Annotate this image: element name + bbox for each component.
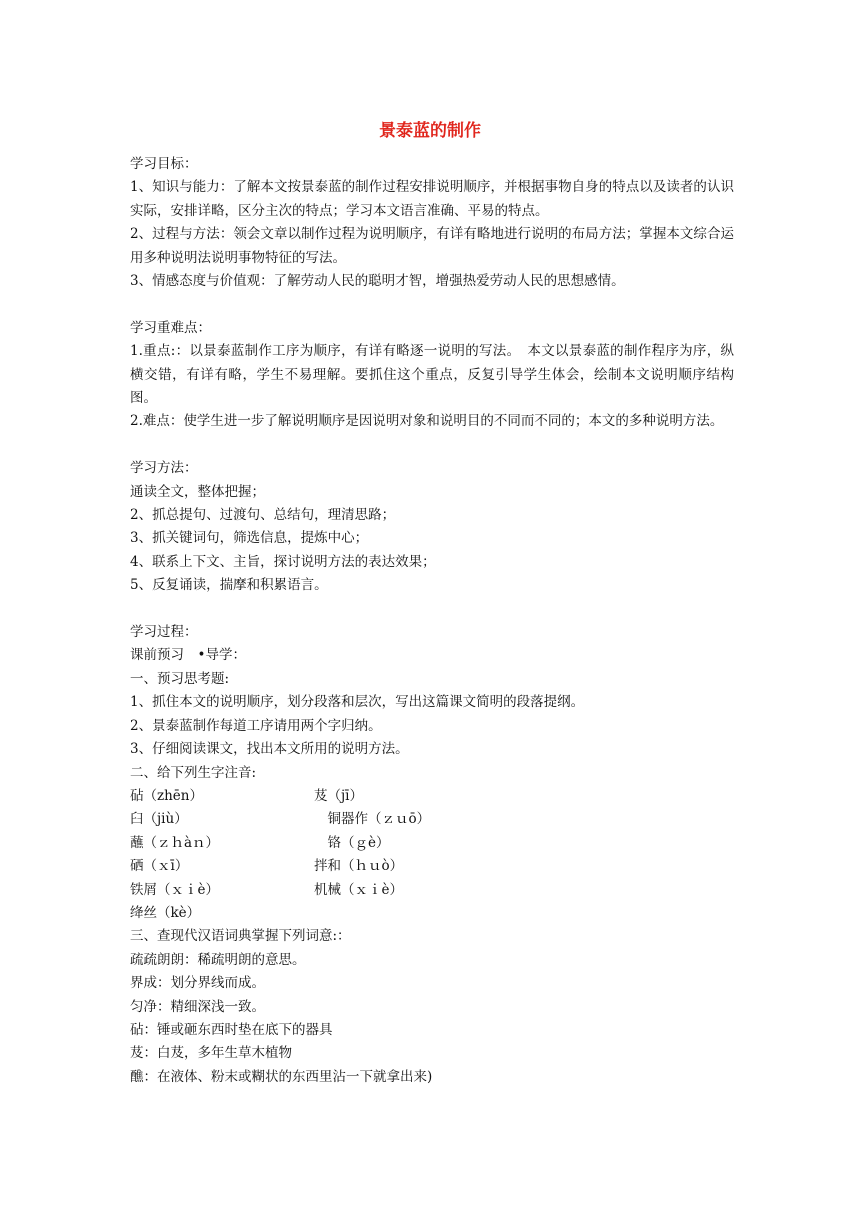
goal-item: 3、情感态度与价值观：了解劳动人民的聪明才智，增强热爱劳动人民的思想感情。 <box>130 273 625 290</box>
definition-item: 匀净：精细深浅一致。 <box>130 998 265 1015</box>
definition-item: 界成：划分界线而成。 <box>130 975 265 992</box>
process-subheading: 课前预习 •导学： <box>130 647 246 664</box>
method-item: 5、反复诵读，揣摩和积累语言。 <box>130 577 328 594</box>
pinyin-entry: 硒（ｘī） <box>130 858 189 875</box>
spacer <box>130 293 734 316</box>
pinyin-entry: 绛丝（kè） <box>130 904 201 921</box>
goal-item: 1、知识与能力：了解本文按景泰蓝的制作过程安排说明顺序，并根据事物自身的特点以及读者的认识实际，安排详略，区分主次的特点；学习本文语言准确、平易的特点。 <box>130 179 734 219</box>
pinyin-row <box>130 879 734 902</box>
method-item: 通读全文，整体把握； <box>130 483 265 500</box>
method-item: 3、抓关键词句，筛选信息，提炼中心； <box>130 530 369 547</box>
keypoints-heading: 学习重难点： <box>130 319 211 336</box>
pinyin-entry: 蘸（ｚｈàｎ） <box>130 834 220 851</box>
pinyin-entry: 铁屑（ｘｉè） <box>130 881 219 898</box>
spacer <box>130 598 734 621</box>
pinyin-entry: 臼（jiù） <box>130 811 188 828</box>
definition-item: 芨：白芨，多年生草木植物 <box>130 1045 292 1062</box>
section3-heading: 三、查现代汉语词典掌握下列词意:： <box>130 928 351 945</box>
goals-heading: 学习目标： <box>130 156 198 172</box>
section1-item: 1、抓住本文的说明顺序，划分段落和层次，写出这篇课文简明的段落提纲。 <box>130 694 585 711</box>
pinyin-row <box>130 808 734 831</box>
methods-heading: 学习方法： <box>130 460 198 477</box>
pinyin-entry: 机械（ｘｉè） <box>314 881 403 898</box>
definition-item: 醮：在液体、粉末或糊状的东西里沾一下就拿出来) <box>130 1068 433 1085</box>
spacer <box>130 434 734 457</box>
pinyin-row <box>130 855 734 878</box>
pinyin-entry: 铬（ｇè） <box>314 834 390 851</box>
section1-heading: 一、预习思考题: <box>130 670 230 687</box>
section1-item: 3、仔细阅读课文，找出本文所用的说明方法。 <box>130 741 409 758</box>
definition-item: 疏疏朗朗：稀疏明朗的意思。 <box>130 951 306 968</box>
goal-item: 2、过程与方法：领会文章以制作过程为说明顺序，有详有略地进行说明的布局方法；掌握本文综合运用多种说明法说明事物特征的写法。 <box>130 226 734 266</box>
pinyin-entry: 铜器作（ｚｕō） <box>314 811 431 828</box>
document-body <box>130 153 734 1089</box>
method-item: 4、联系上下文、主旨，探讨说明方法的表达效果； <box>130 553 436 570</box>
keypoint-item: 1.重点:：以景泰蓝制作工序为顺序，有详有略逐一说明的写法。 本文以景泰蓝的制作程序为序，纵横交错，有详有略，学生不易理解。要抓住这个重点，反复引导学生体会，绘制本文说明顺序结构图。 <box>130 343 734 407</box>
definition-item: 砧：锤或砸东西时垫在底下的器具 <box>130 1021 333 1038</box>
pinyin-entry: 拌和（ｈｕò） <box>314 858 404 875</box>
pinyin-entry: 芨（jī） <box>314 787 364 804</box>
pinyin-row <box>130 832 734 855</box>
pinyin-row <box>130 785 734 808</box>
keypoint-item: 2.难点：使学生进一步了解说明顺序是因说明对象和说明目的不同而不同的；本文的多种说明方法。 <box>130 413 724 430</box>
section1-item: 2、景泰蓝制作每道工序请用两个字归纳。 <box>130 717 382 734</box>
process-heading: 学习过程： <box>130 624 198 641</box>
document-title: 景泰蓝的制作 <box>379 121 481 141</box>
pinyin-entry: 砧（zhēn） <box>130 787 203 804</box>
section2-heading: 二、给下列生字注音: <box>130 764 257 781</box>
method-item: 2、抓总提句、过渡句、总结句，理清思路； <box>130 507 396 524</box>
